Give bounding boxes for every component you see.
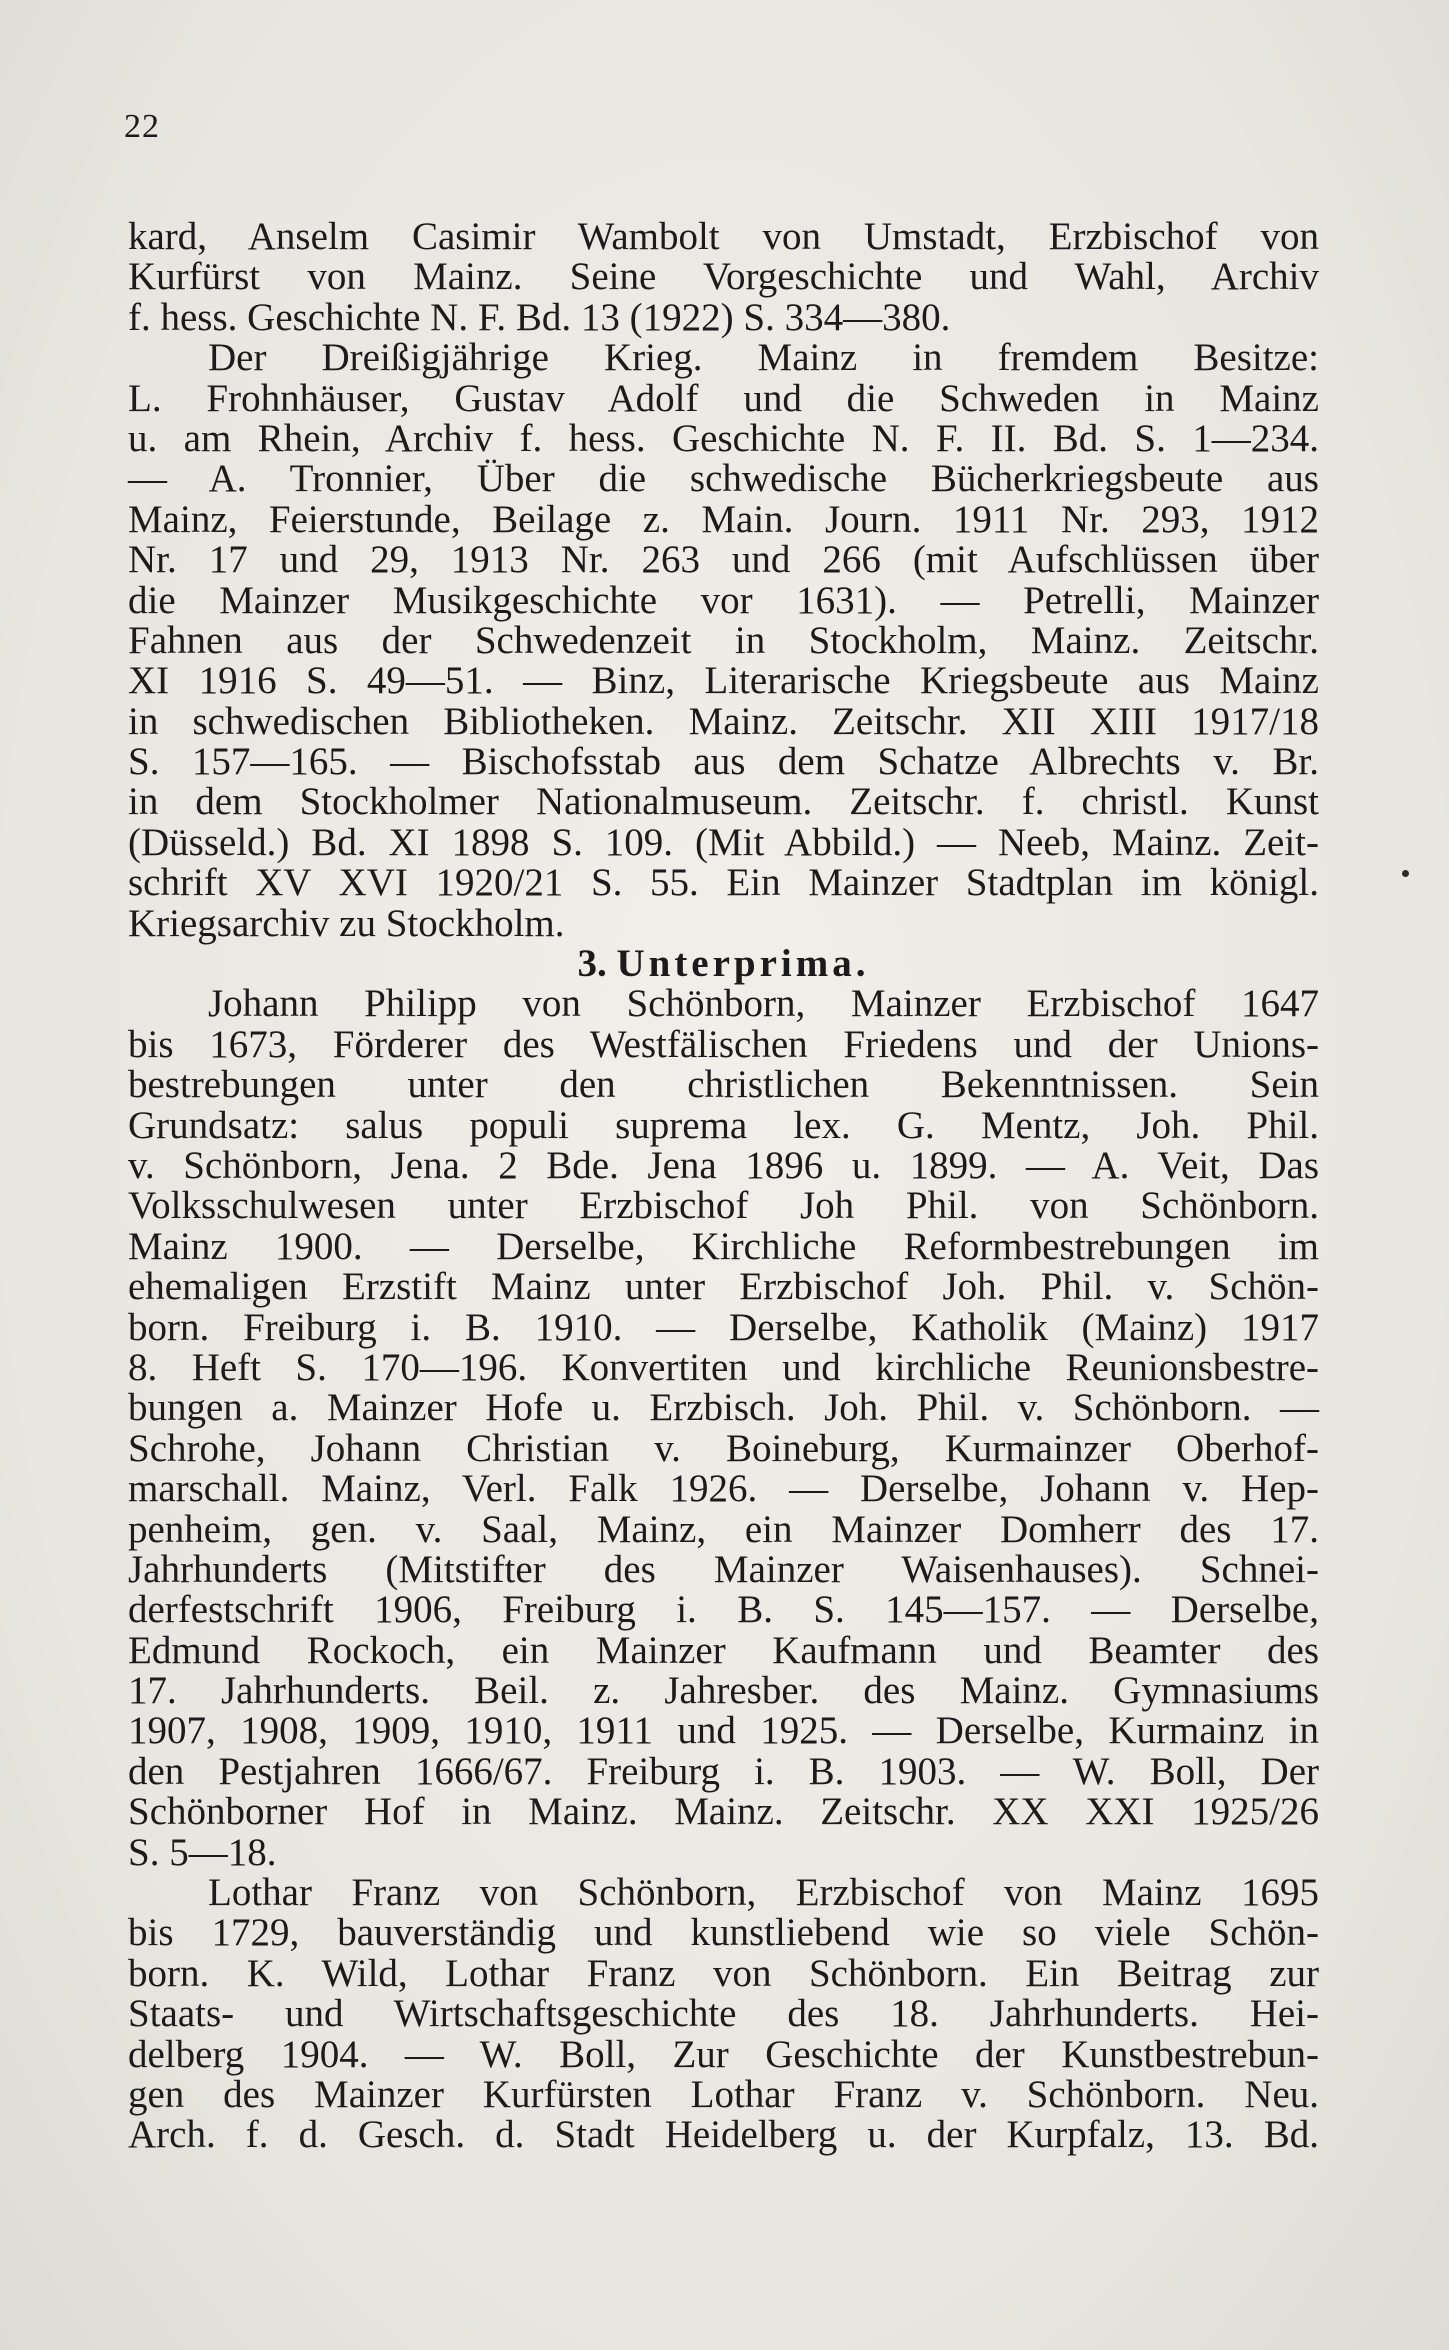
body-text bbox=[128, 217, 1319, 2156]
text-line: S. 5—18. bbox=[128, 1830, 277, 1874]
text-line: Kurfürst von Mainz. Seine Vorgeschichte und Wahl, Archiv bbox=[128, 255, 1319, 299]
text-line: L. Frohnhäuser, Gustav Adolf und die Schweden in Mainz bbox=[128, 376, 1319, 420]
text-line: Mainz 1900. — Derselbe, Kirchliche Reformbestrebungen im bbox=[128, 1224, 1319, 1268]
text-line: schrift XV XVI 1920/21 S. 55. Ein Mainzer Stadtplan im königl. bbox=[128, 861, 1319, 905]
text-line: S. 157—165. — Bischofsstab aus dem Schatze Albrechts v. Br. bbox=[128, 740, 1319, 784]
text-line: den Pestjahren 1666/67. Freiburg i. B. 1903. — W. Boll, Der bbox=[128, 1749, 1319, 1793]
text-line: Staats- und Wirtschaftsgeschichte des 18. Jahrhunderts. Hei- bbox=[128, 1992, 1319, 2036]
text-line: Schrohe, Johann Christian v. Boineburg, Kurmainzer Oberhof- bbox=[128, 1426, 1319, 1470]
text-line: Johann Philipp von Schönborn, Mainzer Erzbischof 1647 bbox=[208, 982, 1319, 1026]
text-line: Volksschulwesen unter Erzbischof Joh Phil. von Schönborn. bbox=[128, 1184, 1319, 1228]
text-line: Grundsatz: salus populi suprema lex. G. Mentz, Joh. Phil. bbox=[128, 1103, 1319, 1147]
text-line: bis 1673, Förderer des Westfälischen Friedens und der Unions- bbox=[128, 1022, 1319, 1066]
ink-speck bbox=[1402, 870, 1409, 877]
text-line: 8. Heft S. 170—196. Konvertiten und kirchliche Reunionsbestre- bbox=[128, 1345, 1319, 1389]
text-line: die Mainzer Musikgeschichte vor 1631). — Petrelli, Mainzer bbox=[128, 578, 1319, 622]
text-line: Schönborner Hof in Mainz. Mainz. Zeitschr. XX XXI 1925/26 bbox=[128, 1790, 1319, 1834]
text-line: derfestschrift 1906, Freiburg i. B. S. 145—157. — Derselbe, bbox=[128, 1588, 1319, 1632]
text-line: marschall. Mainz, Verl. Falk 1926. — Derselbe, Johann v. Hep- bbox=[128, 1467, 1319, 1511]
text-line: v. Schönborn, Jena. 2 Bde. Jena 1896 u. 1899. — A. Veit, Das bbox=[128, 1143, 1319, 1187]
section-title: Unterprima. bbox=[616, 942, 870, 986]
text-line: bungen a. Mainzer Hofe u. Erzbisch. Joh. Phil. v. Schönborn. — bbox=[128, 1386, 1319, 1430]
text-line: (Düsseld.) Bd. XI 1898 S. 109. (Mit Abbild.) — Neeb, Mainz. Zeit- bbox=[128, 820, 1319, 864]
text-line: in schwedischen Bibliotheken. Mainz. Zeitschr. XII XIII 1917/18 bbox=[128, 699, 1319, 743]
text-line: bestrebungen unter den christlichen Bekenntnissen. Sein bbox=[128, 1063, 1319, 1107]
section-heading bbox=[128, 944, 1319, 984]
text-line: penheim, gen. v. Saal, Mainz, ein Mainzer Domherr des 17. bbox=[128, 1507, 1319, 1551]
text-line: 17. Jahrhunderts. Beil. z. Jahresber. des Mainz. Gymnasiums bbox=[128, 1669, 1319, 1713]
text-line: bis 1729, bauverständig und kunstliebend wie so viele Schön- bbox=[128, 1911, 1319, 1955]
text-line: Der Dreißigjährige Krieg. Mainz in fremdem Besitze: bbox=[208, 336, 1319, 380]
text-line: f. hess. Geschichte N. F. Bd. 13 (1922) S. 334—380. bbox=[128, 295, 951, 339]
text-line: XI 1916 S. 49—51. — Binz, Literarische Kriegsbeute aus Mainz bbox=[128, 659, 1319, 703]
text-line: 1907, 1908, 1909, 1910, 1911 und 1925. — Derselbe, Kurmainz in bbox=[128, 1709, 1319, 1753]
text-line: gen des Mainzer Kurfürsten Lothar Franz v. Schönborn. Neu. bbox=[128, 2072, 1319, 2116]
text-line: ehemaligen Erzstift Mainz unter Erzbischof Joh. Phil. v. Schön- bbox=[128, 1265, 1319, 1309]
text-line: kard, Anselm Casimir Wambolt von Umstadt, Erzbischof von bbox=[128, 215, 1319, 258]
text-line: born. K. Wild, Lothar Franz von Schönborn. Ein Beitrag zur bbox=[128, 1951, 1319, 1995]
text-line: Edmund Rockoch, ein Mainzer Kaufmann und Beamter des bbox=[128, 1628, 1319, 1672]
text-line: — A. Tronnier, Über die schwedische Bücherkriegsbeute aus bbox=[128, 457, 1319, 501]
text-line: Fahnen aus der Schwedenzeit in Stockholm, Mainz. Zeitschr. bbox=[128, 618, 1319, 662]
text-line: delberg 1904. — W. Boll, Zur Geschichte der Kunstbestrebun- bbox=[128, 2032, 1319, 2076]
page-number: 22 bbox=[124, 108, 160, 145]
text-line: in dem Stockholmer Nationalmuseum. Zeitschr. f. christl. Kunst bbox=[128, 780, 1319, 824]
text-line: Arch. f. d. Gesch. d. Stadt Heidelberg u. der Kurpfalz, 13. Bd. bbox=[128, 2113, 1319, 2157]
text-line: Jahrhunderts (Mitstifter des Mainzer Waisenhauses). Schnei- bbox=[128, 1547, 1319, 1591]
text-line: born. Freiburg i. B. 1910. — Derselbe, Katholik (Mainz) 1917 bbox=[128, 1305, 1319, 1349]
text-line: Lothar Franz von Schönborn, Erzbischof von Mainz 1695 bbox=[208, 1871, 1319, 1915]
text-line: Mainz, Feierstunde, Beilage z. Main. Journ. 1911 Nr. 293, 1912 bbox=[128, 497, 1319, 541]
text-line: Nr. 17 und 29, 1913 Nr. 263 und 266 (mit Aufschlüssen über bbox=[128, 538, 1319, 582]
text-line: Kriegsarchiv zu Stockholm. bbox=[128, 901, 565, 945]
section-number: 3. bbox=[577, 942, 607, 986]
text-line: u. am Rhein, Archiv f. hess. Geschichte N. F. II. Bd. S. 1—234. bbox=[128, 416, 1319, 460]
